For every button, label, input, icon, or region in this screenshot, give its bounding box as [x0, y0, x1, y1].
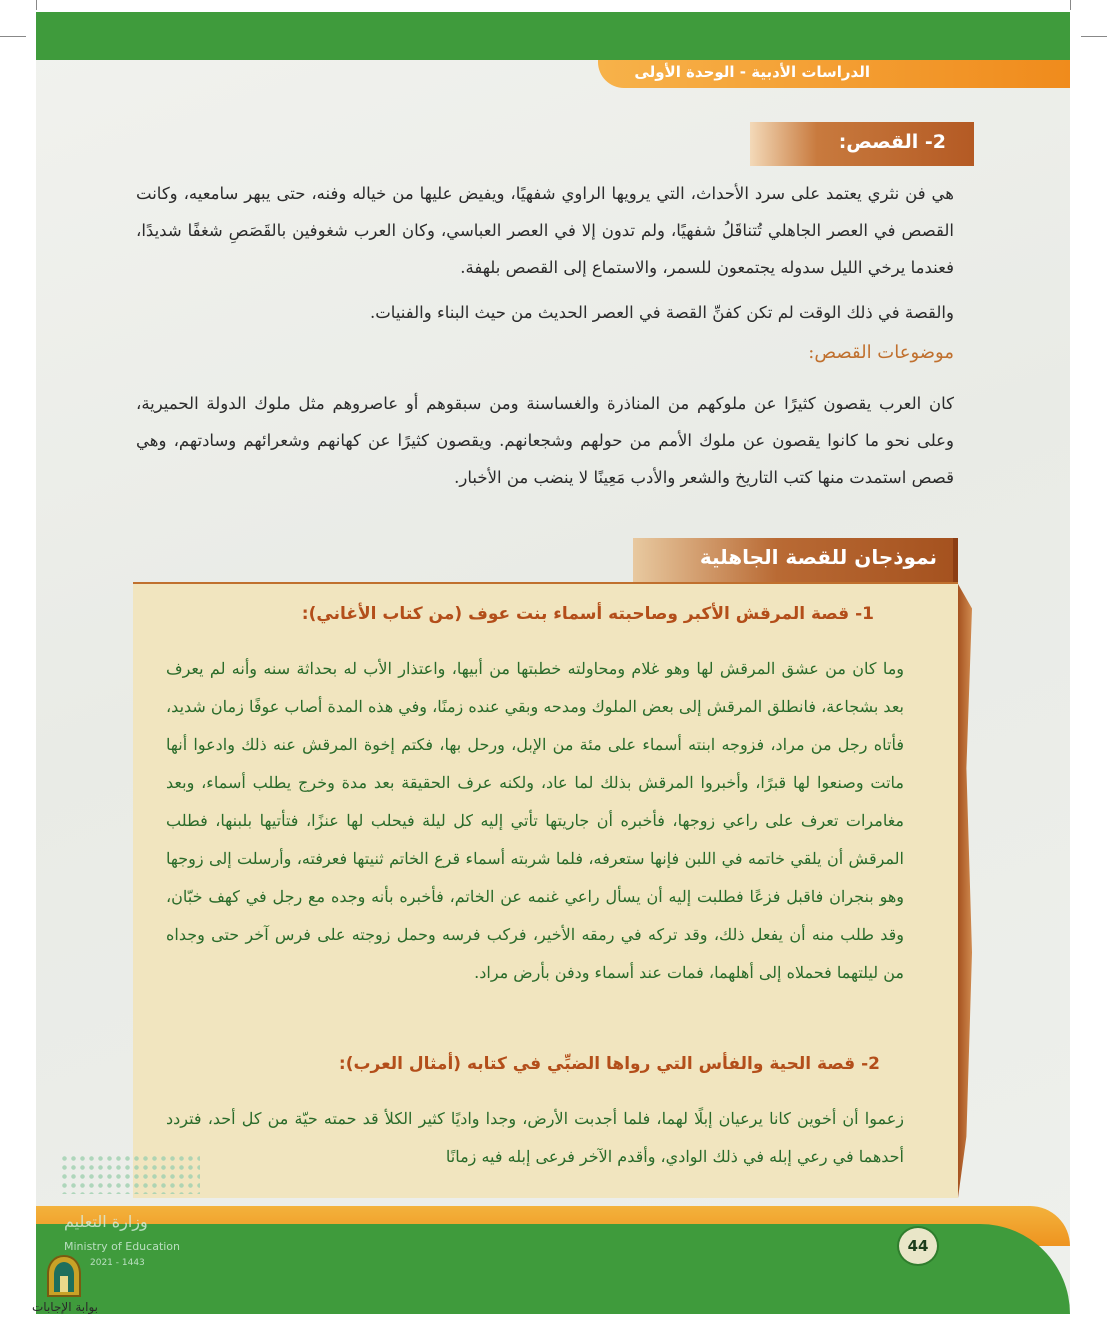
crop-mark: [0, 36, 26, 37]
box-side-tab: [958, 584, 972, 1198]
crop-mark: [1081, 36, 1107, 37]
topics-subheading: موضوعات القصص:: [808, 342, 954, 363]
ministry-logo-english: Ministry of Education: [64, 1240, 181, 1253]
watermark-text: بوابة الإجابات: [32, 1300, 99, 1314]
watermark-icon: [44, 1254, 84, 1298]
header-title: الدراسات الأدبية - الوحدة الأولى: [634, 63, 870, 81]
section-heading: 2- القصص:: [838, 131, 946, 153]
topics-paragraph: كان العرب يقصون كثيرًا عن ملوكهم من المناذرة والغساسنة ومن سبقوهم أو عاصروهم مثل ملوك الدولة الحميرية، وعلى نحو ما كانوا يقصون عن ملوك الأمم من حولهم وشجعانهم. ويقصون كثيرًا عن كهانهم وشعرائهم وسادتهم، وهي قصص استمدت منها كتب التاريخ والشعر والأدب مَعِينًا لا ينضب من الأخبار.: [136, 394, 954, 487]
page-number: 44: [897, 1226, 939, 1266]
examples-heading: نموذجان للقصة الجاهلية: [699, 545, 937, 569]
ministry-logo-arabic: وزارة التعليم: [64, 1212, 148, 1231]
crop-mark: [1070, 0, 1071, 10]
crop-mark: [36, 0, 37, 10]
era-paragraph: والقصة في ذلك الوقت لم تكن كفنِّ القصة في العصر الحديث من حيث البناء والفنيات.: [370, 303, 954, 322]
ministry-logo-dots: [60, 1154, 200, 1194]
top-green-bar: [36, 12, 1070, 60]
section-heading-banner: [750, 122, 974, 166]
textbook-page: [36, 12, 1070, 1314]
story1-text: وما كان من عشق المرقش لها وهو غلام ومحاولته خطبتها من أبيها، واعتذار الأب له بحداثة سنه وأنه لم يعرف بعد بشجاعة، فانطلق المرقش إلى بعض الملوك ومدحه وبقي عنده زمنًا، وفي هذه المدة أصاب عوفًا زمان شديد، فأتاه رجل من مراد، فزوجه ابنته أسماء على مئة من الإبل، ورحل بها، فكتم إخوة المرقش عنه ذلك وادعوا أنها ماتت وصنعوا لها قبرًا، وأخبروا المرقش بذلك لما عاد، ولكنه عرف الحقيقة بعد مدة وخرج يطلب أسماء، وبعد مغامرات تعرف على راعي زوجها، فأخبره أن جاريتها تأتي إليه كل ليلة فيحلب لها عنزًا، فتأتيها بلبنها، فطلب المرقش أن يلقي خاتمه في اللبن فإنها ستعرفه، فلما شربته أسماء قرع الخاتم ثنيتها فعرفته، وأرسلت إلى زوجها وهو بنجران فاقبل فزعًا فطلبت إليه أن يسأل راعي غنمه عن الخاتم، فأخبره بأنه وجده مع رجل في كهف خبّان، وقد طلب منه أن يفعل ذلك، وقد تركه في رمقه الأخير، فركب فرسه وحمل زوجته على فرس آخر حتى وجداه من ليلتهما فحملاه إلى أهلهما، فمات عند أسماء ودفن بأرض مراد.: [166, 659, 905, 982]
story2-text: زعموا أن أخوين كانا يرعيان إبلًا لهما، فلما أجدبت الأرض، وجدا واديًا كثير الكلأ قد حمته حيّة من كل أحد، فتردد أحدهما في رعي إبله في ذلك الوادي، وأقدم الآخر فرعى إبله فيه زمانًا: [166, 1109, 904, 1166]
intro-paragraph: هي فن نثري يعتمد على سرد الأحداث، التي يرويها الراوي شفهيًا، ويفيض عليها من خياله وفنه، حتى يبهر سامعيه، وكانت القصص في العصر الجاهلي تُتناقَلُ شفهيًا، ولم تدون إلا في العصر العباسي، وكان العرب شغوفين بالقَصَصِ شغفًا شديدًا، فعندما يرخي الليل سدوله يجتمعون للسمر، والاستماع إلى القصص بلهفة.: [136, 184, 954, 277]
examples-heading-banner: [633, 538, 958, 582]
story1-title: 1- قصة المرقش الأكبر وصاحبته أسماء بنت عوف (من كتاب الأغاني):: [301, 604, 874, 624]
ministry-logo-year: 2021 - 1443: [90, 1258, 145, 1268]
story2-title: 2- قصة الحية والفأس التي رواها الضبِّي في كتابه (أمثال العرب):: [338, 1054, 880, 1074]
